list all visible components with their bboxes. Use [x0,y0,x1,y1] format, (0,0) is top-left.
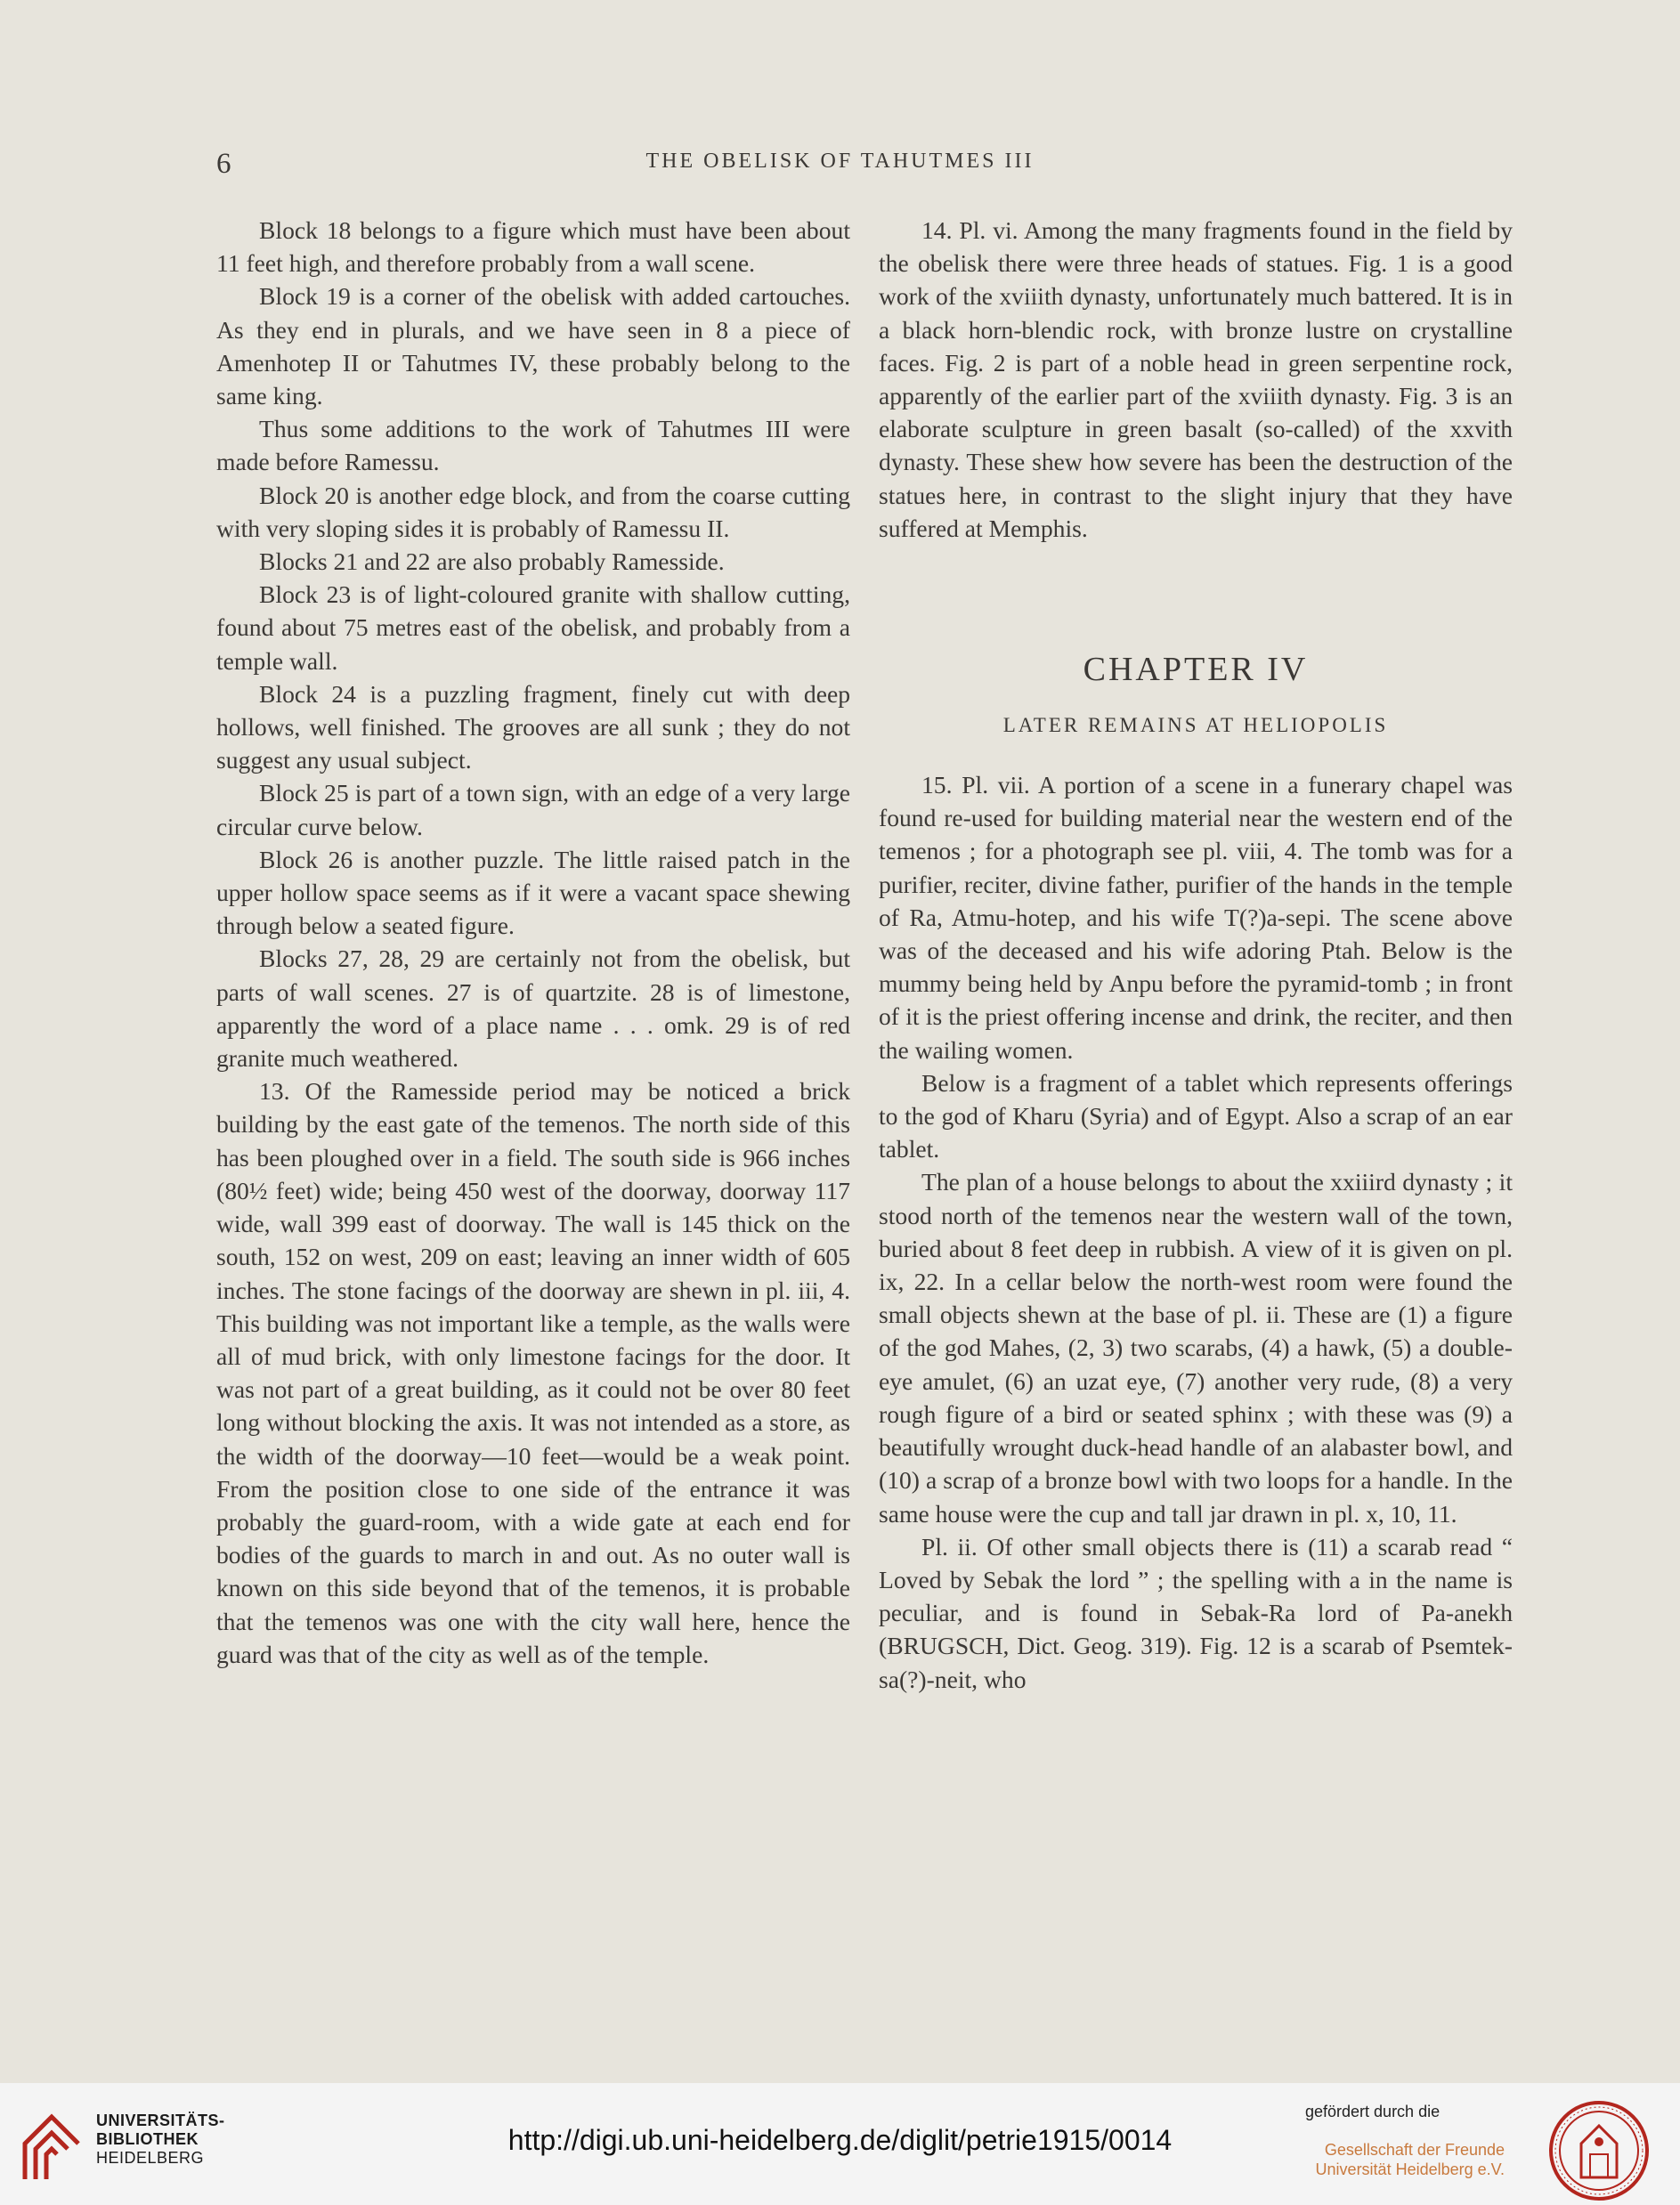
paragraph: Block 24 is a puzzling fragment, finely cut with deep hollows, well finished. The grooves are all sunk ; they do not suggest any usual subject. [216,679,850,774]
right-column [879,214,1513,1696]
paragraph: Block 20 is another edge block, and from the coarse cutting with very sloping sides it is probably of Ramessu II. [216,481,850,542]
paragraph: Block 18 belongs to a figure which must have been about 11 feet high, and therefore probably from a wall scene. [216,216,850,278]
society-name-line: Gesellschaft der Freunde [1324,2141,1505,2159]
paragraph: Pl. ii. Of other small objects there is (11) a scarab read “ Loved by Sebak the lord ” ; the spelling with a in the name is peculiar, and is found in Sebak-Ra lord of Pa-anekh (BRUGSCH, Dict. Geog. 319). Fig. 12 is a scarab of Psemtek-sa(?)-neit, who [879,1532,1513,1693]
paragraph: The plan of a house belongs to about the xxiiird dynasty ; it stood north of the temenos near the western wall of the town, buried about 8 feet deep in rubbish. A view of it is given on pl. ix, 22. In a cellar below the north-west room were found the small objects shewn at the base of pl. ii. These are (1) a figure of the god Mahes, (2, 3) two scarabs, (4) a hawk, (5) a double-eye amulet, (6) an uzat eye, (7) another very rude, (8) a very rough figure of a bird or seated sphinx ; with these was (9) a beautifully wrought duck-head handle of an alabaster bowl, and (10) a scrap of a bronze bowl with two loops for a handle. In the same house were the cup and tall jar drawn in pl. x, 10, 11. [879,1168,1513,1528]
paragraph: Blocks 21 and 22 are also probably Ramesside. [259,547,725,576]
paragraph: Below is a fragment of a tablet which represents offerings to the god of Kharu (Syria) and of Egypt. Also a scrap of an ear tablet. [879,1068,1513,1163]
library-name-line: UNIVERSITÄTS- [96,2112,225,2129]
running-head [0,148,1680,183]
paragraph: Block 19 is a corner of the obelisk with added cartouches. As they end in plurals, and we have seen in 8 a piece of Amenhotep II or Tahutmes IV, these probably belong to the same king. [216,282,850,410]
library-name-line: BIBLIOTHEK [96,2130,199,2148]
university-seal-icon[interactable] [1547,2099,1651,2202]
digitization-footer [0,2083,1680,2205]
chapter-heading: CHAPTER IV [1083,651,1309,689]
paragraph: 13. Of the Ramesside period may be noticed a brick building by the east gate of the temenos. The north side of this has been ploughed over in a field. The south side is 966 inches (80½ feet) wide; being 450 west of the doorway, doorway 117 wide, wall 399 east of doorway. The wall is 145 thick on the south, 152 on west, 209 on east; leaving an inner width of 605 inches. The stone facings of the doorway are shewn in pl. iii, 4. This building was not important like a temple, as the walls were all of mud brick, with only limestone facings for the door. It was not part of a great building, as it could not be over 80 feet long without blocking the axis. It was not intended as a store, as the width of the doorway—10 feet—would be a weak point. From the position close to one side of the entrance it was probably the guard-room, with a wide gate at each end for bodies of the guards to march in and out. As no outer wall is known on this side beyond that of the temenos, it is probable that the temenos was one with the city wall here, hence the guard was that of the city as well as of the temple. [216,1077,850,1668]
running-title: THE OBELISK OF TAHUTMES III [645,150,1035,173]
paragraph: Block 25 is part of a town sign, with an edge of a very large circular curve below. [216,779,850,840]
society-name-line: Universität Heidelberg e.V. [1315,2160,1505,2178]
paragraph: Block 23 is of light-coloured granite with shallow cutting, found about 75 metres east of the obelisk, and probably from a temple wall. [216,580,850,675]
permalink-url[interactable]: http://digi.ub.uni-heidelberg.de/diglit/petrie1915/0014 [507,2124,1173,2156]
library-name-line: HEIDELBERG [96,2149,205,2167]
funded-by-label: gefördert durch die [1305,2103,1441,2120]
paragraph: 15. Pl. vii. A portion of a scene in a funerary chapel was found re-used for building material near the western end of the temenos ; for a photograph see pl. viii, 4. The tomb was for a purifier, reciter, divine father, purifier of the hands in the temple of Ra, Atmu-hotep, and his wife T(?)a-sepi. The scene above was of the deceased and his wife adoring Ptah. Below is the mummy being held by Anpu before the pyramid-tomb ; in front of it is the priest offering incense and drink, the reciter, and then the wailing women. [879,771,1513,1064]
left-column [216,214,850,1671]
society-name[interactable] [1282,2140,1505,2179]
paragraph: 14. Pl. vi. Among the many fragments found in the field by the obelisk there were three heads of statues. Fig. 1 is a good work of the xviiith dynasty, unfortunately much battered. It is in a black horn-blendic rock, with bronze lustre on crystalline faces. Fig. 2 is part of a noble head in green serpentine rock, apparently of the earlier part of the xviiith dynasty. Fig. 3 is an elaborate sculpture in green basalt (so-called) of the xxvith dynasty. These shew how severe has been the destruction of the statues here, in contrast to the slight injury that they have suffered at Memphis. [879,216,1513,542]
chapter-subtitle: LATER REMAINS AT HELIOPOLIS [1002,714,1389,737]
paragraph: Thus some additions to the work of Tahutmes III were made before Ramessu. [216,415,850,476]
page-number: 6 [216,148,232,180]
paragraph: Block 26 is another puzzle. The little raised patch in the upper hollow space seems as if it were a vacant space shewing through below a seated figure. [216,845,850,940]
paragraph: Blocks 27, 28, 29 are certainly not from the obelisk, but parts of wall scenes. 27 is of quartzite. 28 is of limestone, apparently the word of a place name . . . omk. 29 is of red granite much weathered. [216,944,850,1073]
